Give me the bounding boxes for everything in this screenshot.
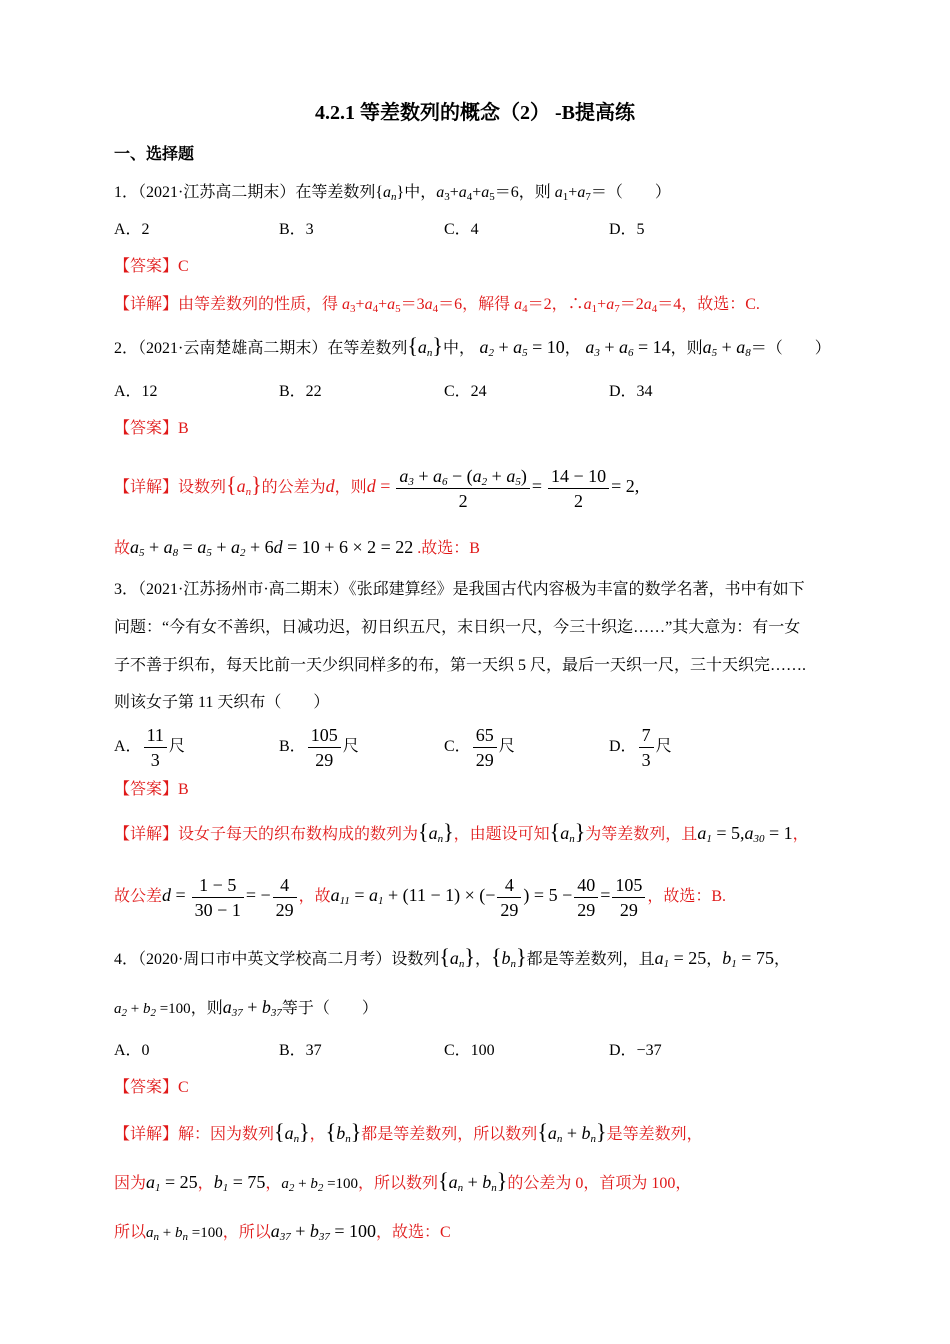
- q4-detail-line3: 所以$a_n + b_n =100$，所以$a_{37} + b_{37} = 100$，故选：C: [114, 1221, 451, 1243]
- q3-option-d: D． $\frac{7}{3}$ 尺: [609, 725, 672, 770]
- q3-option-c: C． $\frac{65}{29}$ 尺: [444, 725, 515, 770]
- q2-detail: 【详解】设数列$\{a_n\}$的公差为d，则d = $\frac{a_3 + a_6 - (a_2 + a_5)}{2}$ = $\frac{14 - 10}{2}$ = 2,: [114, 465, 640, 511]
- q3-stem-line2: 问题：“今有女不善织，日减功迟，初日织五尺，末日织一尺，今三十织迄……”其大意为：有一女: [114, 619, 801, 636]
- q4-option-b: B．37: [279, 1042, 322, 1059]
- q3-stem-line4: 则该女子第 11 天织布（ ）: [114, 694, 330, 711]
- q4-detail-line2: 因为$a_1 = 25$，$b_1 = 75$，$a_2 + b_2 =100$，所以数列$\{a_n + b_n\}$的公差为 0，首项为 100，: [114, 1168, 692, 1194]
- q2-detail-line2: 故$a_5 + a_8 = a_5 + a_2 + 6d = 10 + 6 \times 2 = 22$ .故选：B: [114, 537, 480, 559]
- q3-detail-line2: 故公差d = $\frac{1 - 5}{30 - 1}$ = − $\frac{4}{29}$ ，故$a_{11} = a_1 + (11 - 1)$ × (− $\frac{4}{29}$ ) = 5 − $\frac{40}{29}$ = $\frac{105}{29}$ ，故选：B.: [114, 874, 727, 920]
- q2-option-c: C．24: [444, 383, 487, 400]
- q1-option-c: C．4: [444, 221, 479, 238]
- page-title: 4.2.1 等差数列的概念（2） -B提高练: [315, 102, 635, 124]
- q3-stem-line1: 3．（2021·江苏扬州市·高二期末）《张邱建算经》是我国古代内容极为丰富的数学名著，书中有如下: [114, 581, 805, 598]
- q1-option-a: A．2: [114, 221, 150, 238]
- q3-option-b: B． $\frac{105}{29}$ 尺: [279, 725, 359, 770]
- q2-stem: 2．（2021·云南楚雄高二期末）在等差数列$\{a_n\}$中， $a_2 + a_5 = 10$， $a_3 + a_6 = 14$，则$a_5 + a_8=$（ ）: [114, 333, 831, 359]
- section-heading: 一、选择题: [114, 146, 195, 163]
- q1-option-b: B．3: [279, 221, 314, 238]
- q2-option-b: B．22: [279, 383, 322, 400]
- q1-stem: 1．（2021·江苏高二期末）在等差数列$\{a_n\}$中，$a_3+a_4+a_5=6$，则 $a_1+a_7=$（ ）: [114, 184, 671, 203]
- q4-option-c: C．100: [444, 1042, 495, 1059]
- q2-option-d: D．34: [609, 383, 653, 400]
- q2-option-a: A．12: [114, 383, 158, 400]
- q1-detail: 【详解】由等差数列的性质，得 $a_3+a_4+a_5=3a_4=6$，解得 $a_4=2$，$\therefore a_1+a_7=2a_4=4$，故选：C.: [114, 296, 760, 315]
- q4-option-a: A．0: [114, 1042, 150, 1059]
- q4-option-d: D．−37: [609, 1042, 662, 1059]
- q3-detail: 【详解】设女子每天的织布数构成的数列为$\{a_n\}$，由题设可知$\{a_n\}$为等差数列，且$a_1 = 5,a_{30} = 1$，: [114, 819, 809, 845]
- q1-answer: 【答案】C: [114, 258, 189, 275]
- q3-stem-line3: 子不善于织布，每天比前一天少织同样多的布，第一天织 5 尺，最后一天织一尺，三十天织完…….: [114, 657, 807, 674]
- q3-answer: 【答案】B: [114, 781, 189, 798]
- q1-option-d: D．5: [609, 221, 645, 238]
- q4-answer: 【答案】C: [114, 1079, 189, 1096]
- q3-option-a: A． $\frac{11}{3}$ 尺: [114, 725, 185, 770]
- q4-stem: 4．（2020·周口市中英文学校高二月考）设数列$\{a_n\}$，$\{b_n\}$都是等差数列，且$a_1 = 25$，$b_1 = 75$，: [114, 944, 790, 970]
- q4-stem-line2: $a_2 + b_2 =100$，则$a_{37} + b_{37}$等于（ ）: [114, 997, 378, 1019]
- q2-answer: 【答案】B: [114, 420, 189, 437]
- q4-detail: 【详解】解：因为数列$\{a_n\}$，$\{b_n\}$都是等差数列，所以数列$\{a_n + b_n\}$是等差数列，: [114, 1119, 703, 1145]
